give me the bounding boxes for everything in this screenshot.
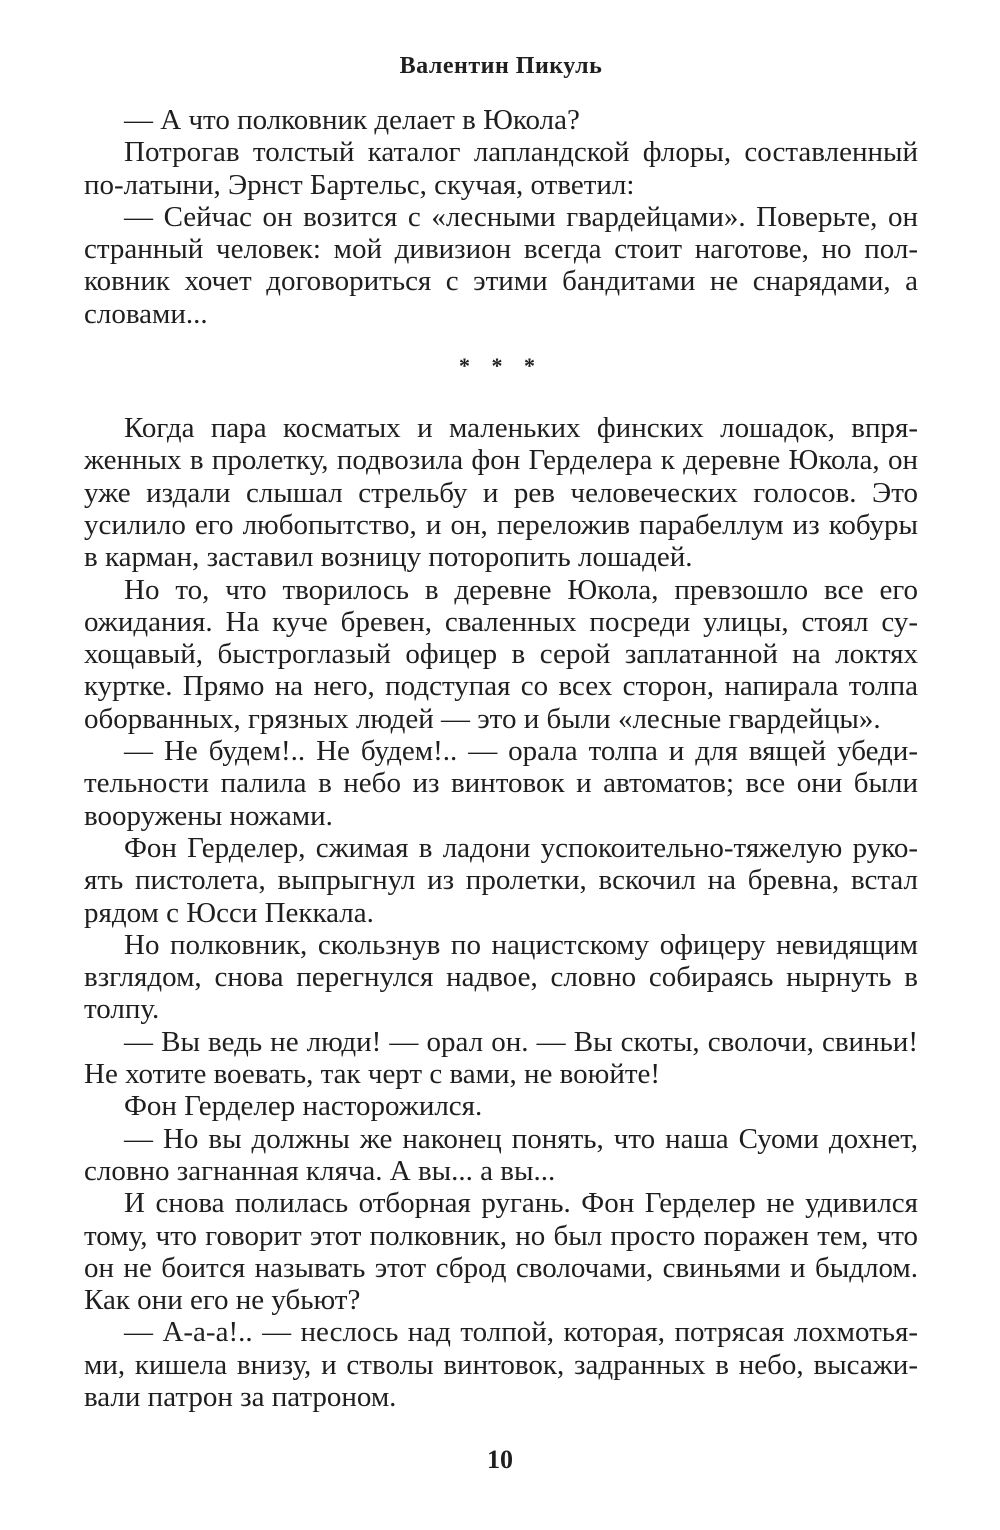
- paragraph: — Но вы должны же наконец понять, что наша Суоми дохнет, словно загнанная кляча. А вы... а вы...: [84, 1122, 918, 1187]
- paragraph: Когда пара косматых и маленьких финских лошадок, впряженных в пролетку, подвозила фон Герделера к деревне Юкола, он уже издали слышал стрельбу и рев человеческих голосов. Это усилило его любопытство, и он, переложив парабеллум из кобуры в карман, заставил возницу поторопить лошадей.: [84, 412, 918, 574]
- paragraph: Потрогав толстый каталог лапландской флоры, составленный по-латыни, Эрнст Бартельс, скучая, ответил:: [84, 136, 918, 201]
- paragraph: Но полковник, скользнув по нацистскому офицеру невидящим взглядом, снова перегнулся надвое, словно собираясь нырнуть в толпу.: [84, 928, 918, 1026]
- paragraph: И снова полилась отборная ругань. Фон Герделер не удивился тому, что говорит этот полковник, но был просто поражен тем, что он не боится называть этот сброд сволочами, свиньями и быдлом. Как они его не убьют?: [84, 1187, 918, 1317]
- book-page: [84, 50, 918, 1413]
- paragraph: — Сейчас он возится с «лесными гвардейцами». Поверьте, он странный человек: мой дивизион всегда стоит наготове, но полковник хочет договориться с этими бандитами не снарядами, а словами...: [84, 200, 918, 330]
- section-one: [84, 104, 918, 330]
- paragraph: Фон Герделер, сжимая в ладони успокоительно-тяжелую рукоять пистолета, выпрыгнул из пролетки, вскочил на бревна, встал рядом с Юсси Пеккала.: [84, 831, 918, 929]
- section-break-asterisks: * * *: [459, 353, 543, 379]
- paragraph: Фон Герделер насторожился.: [124, 1090, 483, 1123]
- paragraph: Но то, что творилось в деревне Юкола, превзошло все его ожидания. На куче бревен, сваленных посреди улицы, стоял сухощавый, быстроглазый офицер в серой заплатанной на локтях куртке. Прямо на него, подступая со всех сторон, напирала толпа оборванных, грязных людей — это и были «лесные гвардейцы».: [84, 573, 918, 735]
- paragraph: — Не будем!.. Не будем!.. — орала толпа и для вящей убедительности палила в небо из винтовок и автоматов; все они были вооружены ножами.: [84, 735, 918, 832]
- paragraph: — Вы ведь не люди! — орал он. — Вы скоты, сволочи, свиньи! Не хотите воевать, так черт с вами, не воюйте!: [84, 1025, 918, 1091]
- paragraph: — А что полковник делает в Юкола?: [124, 104, 580, 136]
- running-head-author: Валентин Пикуль: [399, 53, 603, 79]
- section-two: [84, 412, 918, 1413]
- paragraph: — А-а-а!.. — неслось над толпой, которая, потрясая лохмотьями, кишела внизу, и стволы винтовок, задранных в небо, высаживали патрон за патроном.: [84, 1316, 918, 1413]
- page-number: 10: [487, 1445, 513, 1474]
